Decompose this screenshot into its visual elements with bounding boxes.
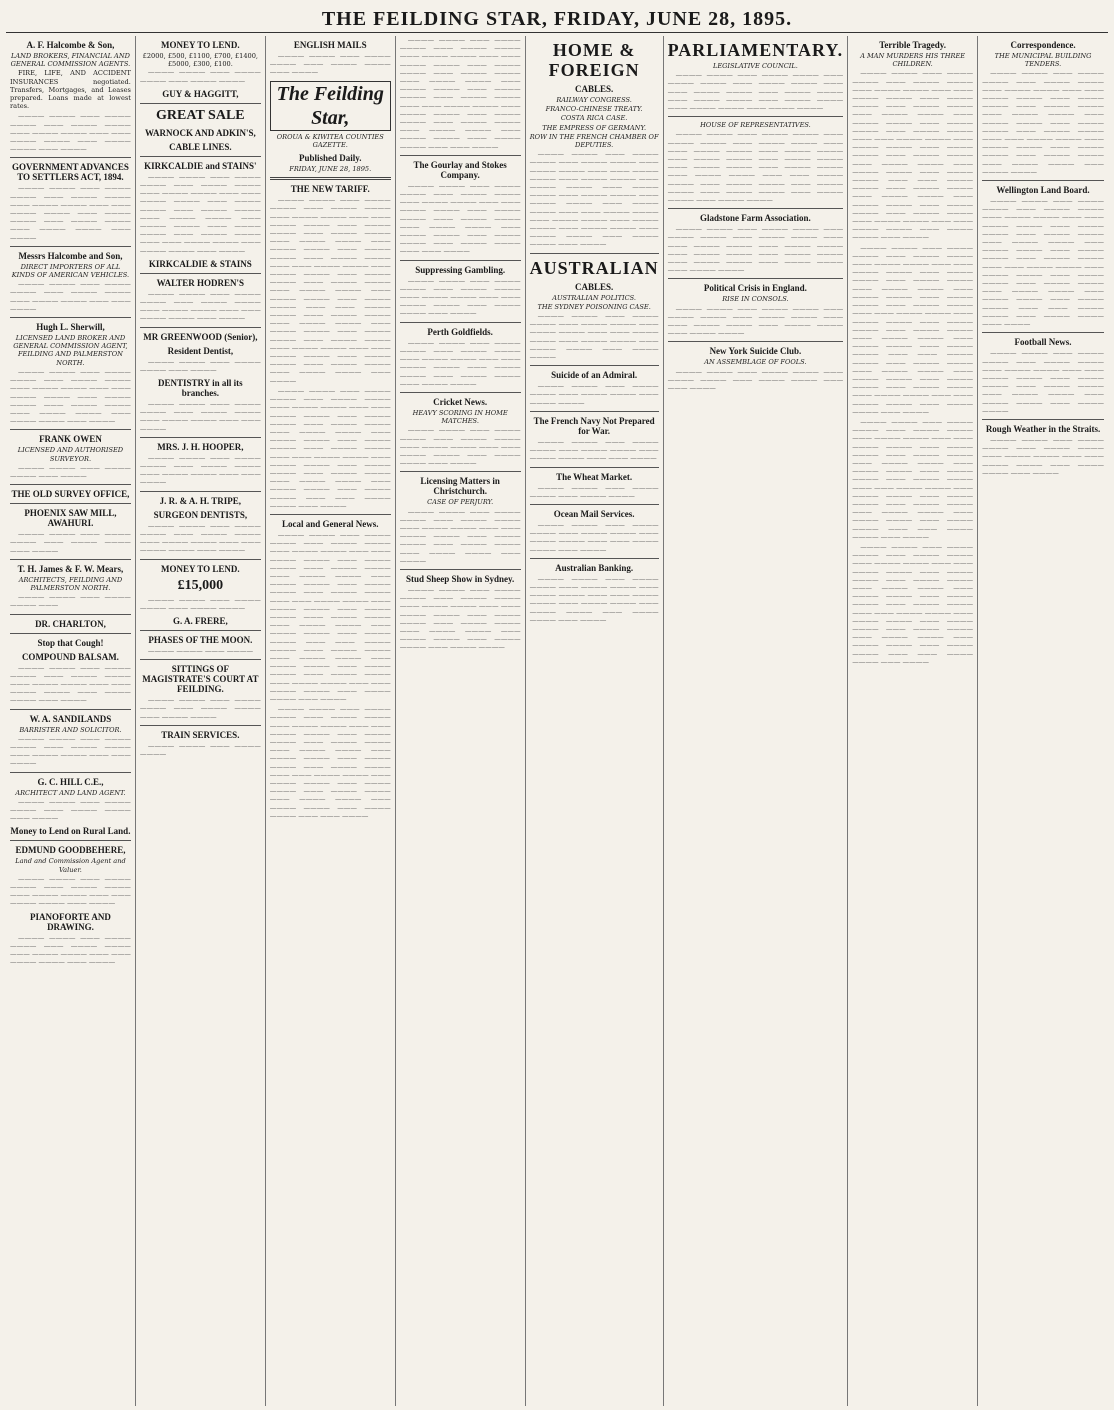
ad-text-fill: ———— ———— ——— ———— ———— ——— ———— ———— ——— ———— ———— ——— ——— ———— ———— ——— ———— ———— ——— ————	[10, 112, 131, 154]
section-sub: HOUSE OF REPRESENTATIVES.	[700, 121, 811, 130]
section-sub: THE MUNICIPAL BUILDING TENDERS.	[994, 52, 1092, 69]
dateline: FRIDAY, JUNE 28, 1895.	[289, 165, 372, 174]
ad-heading: Hugh L. Sherwill,	[36, 322, 105, 333]
article-fill: ———— ———— ——— ———— ———— ——— ———— ———— ——— ———— ———— ——— ——— ————	[529, 437, 659, 463]
ad-heading: WARNOCK AND ADKIN'S,	[144, 127, 256, 138]
ad-body: FIRE, LIFE, AND ACCIDENT INSURANCES negotiated. Transfers, Mortgages, and Leases prepared. Loans made at lowest rates.	[10, 69, 131, 111]
ad-subheading: DIRECT IMPORTERS OF ALL KINDS OF AMERICAN VEHICLES.	[11, 262, 130, 280]
article-fill: ———— ———— ——— ———— ———— ——— ———— ———— ——— ———— ———— ——— ——— ————	[667, 367, 844, 393]
ad-heading: PIANOFORTE AND DRAWING.	[29, 911, 111, 932]
section-heading: Local and General News.	[282, 518, 379, 529]
section-heading: The Gourlay and Stokes Company.	[413, 159, 507, 180]
ad-heading: FRANK OWEN	[39, 434, 102, 445]
article-fill: ———— ———— ——— ———— ———— ——— ———— ———— ——— ———— ———— ——— ——— ———— ———— ——— ———— ———— ——— ———— ———— ——— ———— ———— ——— ———— ———— ——— ———— ———— ——— ———— ———— ——— ——— ———— ———— ——— ———— ———— ——— ———— ———— ——— ———— ———— ——— ———— ———— ——— ———— ———— ——— ———— ———— ——— ——— ———— ———— ——— ————	[852, 542, 974, 666]
article-fill: ———— ———— ——— ———— ———— ——— ———— ———— ——— ———— ———— ——— ——— ———— ———— ——— ———— ———— ——— ———— ———— ——— ———— ———— ——— ————	[399, 507, 521, 565]
ad-subheading: Land and Commission Agent and Valuer.	[15, 857, 126, 874]
ad-text-fill: ———— ———— ——— ———— ———— ——— ———— ————	[139, 595, 261, 612]
section-heading: Terrible Tragedy.	[879, 40, 947, 50]
ad-heading: KIRKCALDIE and STAINS'	[144, 160, 257, 171]
ad-subheading: COMPOUND BALSAM.	[21, 651, 119, 662]
section-heading: Football News.	[1014, 337, 1072, 348]
article-fill: ———— ———— ——— ———— ———— ——— ———— ———— ——— ———— ———— ——— ——— ———— ———— ——— ———— ———— ——— ———— ———— ——— ———— ———— ——— ———— ———— ——— ———— ———— ——— ———— ———— ——— ——— ———— ———— ——— ———— ———— ——— ———— ———— ——— ———— ———— ——— ———— ———— ——— ———— ———— ——— ———— ———— ——— ——— ———— ———— ——— ———— ———— ——— ———— ———— ——— ———— ———— ——— ———— ———— ——— ———— ———— ——— ———— ———— ——— ——— ———— ———— ——— ———— ———— ——— ————	[852, 69, 974, 242]
cable-subhead: THE EMPRESS OF GERMANY.	[542, 123, 647, 132]
article-fill: ———— ———— ——— ———— ———— ——— ———— ———— ——— ———— ———— ——— ——— ———— ———— ——— ———— ———— ——— ———— ———— ——— ———— ———— ——— ———— ———— ——— ———— ———— ——— ———— ————	[667, 225, 844, 275]
article-fill: ———— ———— ——— ———— ———— ——— ———— ———— ——— ———— ———— ——— ——— ———— ———— ——— ———— ———— ——— ———— ———— ——— ———— ———— ——— ———— ———— ——— ———— ———— ——— ———— ———— ——— ——— ———— ———— ——— ———— ———— ——— ———— ———— ——— ———— ———— ——— ———— ———— ——— ———— ———— ——— ———— ———— ——— ——— ———— ———— ——— ———— ———— ——— ———— ———— ——— ———— ———— ——— ———— ———— ——— ———— ———— ——— ———— ———— ——— ——— ———— ———— ——— ———— ———— ——— ————	[269, 530, 391, 703]
ad-text-fill: ———— ———— ——— ———— ———— ——— ———— ————	[139, 68, 261, 85]
ad-heading: DENTISTRY in all its branches.	[158, 378, 243, 399]
ad-text-fill: ———— ———— ——— ———— ———— ——— ————	[139, 357, 261, 374]
ad-text-fill: ———— ———— ——— ———— ———— ——— ———— ———— ——— ———— ———— ——— ——— ————	[139, 453, 261, 487]
ad-subheading: LICENSED AND AUTHORISED SURVEYOR.	[17, 446, 124, 463]
section-sub: CASE OF PERJURY.	[427, 498, 494, 507]
article-fill: ———— ———— ——— ———— ———— ——— ———— ———— ——— ———— ———— ——— ——— ———— ———— ——— ———— ———— ——— ———— ———— ——— ———— ———— ——— ———— ———— ——— ———— ———— ——— ———— ———— ——— ——— ———— ———— ——— ———— ———— ——— ———— ———— ——— ———— ———— ——— ———— ———— ——— ———— ———— ——— ———— ———— ——— ——— ———— ———— ——— ———— ———— ——— ————	[982, 197, 1104, 329]
section-sub: A MAN MURDERS HIS THREE CHILDREN.	[860, 52, 966, 69]
article-fill: ———— ———— ——— ———— ———— ——— ———— ———— ——— ———— ———— ——— ——— ———— ———— ——— ———— ———— ——— ———— ———— ——— ———— ———— ——— ———— ———— ——— ———— ———— ——— ———— ———— ——— ——— ———— ———— ——— ———— ———— ——— ———— ———— ——— ———— ———— ——— ———— ———— ——— ———— ————	[667, 130, 844, 205]
ad-text-fill: ———— ———— ——— ———— ————	[139, 741, 261, 758]
ad-heading: MONEY TO LEND.	[161, 563, 240, 574]
cable-subhead: FRANCO-CHINESE TREATY.	[545, 105, 643, 114]
article-fill: ———— ———— ——— ———— ———— ——— ———— ————	[529, 483, 659, 500]
section-heading: Cricket News.	[433, 396, 488, 407]
section-heading: Australian Banking.	[555, 562, 634, 573]
ad-text-fill: ———— ———— ——— ———— ———— ——— ———— ———— ——— ————	[10, 797, 131, 823]
ad-amount: £15,000	[177, 577, 224, 593]
section-heading: New York Suicide Club.	[709, 346, 802, 357]
article-fill: ———— ———— ——— ———— ———— ——— ———— ———— ——— ———— ———— ——— ——— ———— ———— ——— ———— ———— ——— ———— ———— ——— ———— ———— ——— ———— ———— ——— ———— ———— ——— ———— ———— ——— ——— ———— ———— ——— ———— ———— ——— ———— ———— ——— ———— ———— ——— ———— ———— ——— ———— ———— ——— ————	[529, 150, 659, 249]
section-heading: Ocean Mail Services.	[553, 508, 635, 519]
ad-subheading: LICENSED LAND BROKER AND GENERAL COMMISSION AGENT, FEILDING AND PALMERSTON NORTH.	[13, 334, 128, 367]
ad-heading: T. H. James & F. W. Mears,	[17, 563, 124, 574]
column-2	[136, 36, 266, 1406]
ad-heading: PHASES OF THE MOON.	[148, 634, 253, 645]
ad-heading: THE OLD SURVEY OFFICE,	[11, 489, 130, 500]
ad-heading: J. R. & A. H. TRIPE,	[159, 495, 242, 506]
ad-heading: A. F. Halcombe & Son,	[26, 40, 115, 50]
ad-text-fill: ———— ———— ——— ———— ———— ——— ———— ———— ——— ———— ———— ——— ——— ———— ———— ——— ———— ———— ——— ————	[10, 663, 131, 705]
ad-heading: PHOENIX SAW MILL, AWAHURI.	[24, 508, 117, 529]
columns	[6, 36, 1108, 1406]
ad-heading: KIRKCALDIE & STAINS	[148, 258, 252, 269]
ad-subheading: ARCHITECTS, FEILDING AND PALMERSTON NORTH.	[18, 575, 123, 592]
ad-subheading: Resident Dentist,	[167, 345, 234, 356]
ad-text-fill: ———— ———— ——— ————	[147, 646, 254, 655]
article-fill: ———— ———— ——— ———— ———— ——— ———— ———— ——— ———— ———— ——— ——— ———— ———— ——— ———— ———— ——— ———— ———— ——— ———— ———— ——— ———— ———— ——— ———— ———— ——— ———— ———— ——— ——— ———— ———— ——— ———— ———— ——— ———— ———— ——— ———— ———— ——— ———— ———— ——— ———— ———— ——— ———— ———— ——— ——— ———— ———— ——— ————	[269, 386, 391, 510]
ad-text-fill: ———— ———— ——— ———— ———— ——— ————	[10, 463, 131, 480]
section-sub: CABLES.	[574, 84, 614, 94]
ad-text-fill: ———— ———— ——— ———— ———— ——— ———— ———— ——— ———— ————	[139, 696, 261, 721]
editorial-heading: THE NEW TARIFF.	[290, 184, 370, 195]
section-sub: LEGISLATIVE COUNCIL.	[712, 62, 798, 70]
column-5	[526, 36, 664, 1406]
section-heading: Licensing Matters in Christchurch.	[420, 476, 500, 497]
section-sub: CABLES.	[574, 281, 614, 292]
ad-heading: G. C. HILL C.E.,	[37, 776, 104, 787]
section-heading: Stud Sheep Show in Sydney.	[406, 573, 515, 584]
column-6	[664, 36, 849, 1406]
ad-heading: WALTER HODREN'S	[156, 277, 245, 288]
article-fill: ———— ———— ——— ———— ———— ——— ———— ———— ——— ———— ———— ——— ——— ———— ———— ——— ———— ———— ——— ———— ———— ——— ———— ———— ——— ———— ———— ——— ———— ———— ——— ———— ———— ——— ——— ————	[399, 181, 521, 256]
masthead-sub: OROUA & KIWITEA COUNTIES GAZETTE.	[276, 132, 384, 149]
ad-heading: MONEY TO LEND.	[161, 40, 240, 50]
article-fill: ———— ———— ——— ———— ———— ——— ———— ———— ——— ———— ———— ——— ——— ———— ———— ——— ————	[529, 520, 659, 554]
ad-heading: GUY & HAGGITT,	[162, 88, 239, 99]
article-fill: ———— ———— ——— ———— ———— ——— ———— ———— ——— ———— ———— ——— ——— ———— ———— ——— ———— ———— ——— ———— ———— ——— ———— ———— ——— ———— ———— ——— ———— ———— ——— ———— ———— ——— ——— ———— ———— ——— ———— ———— ——— ———— ———— ——— ———— ———— ——— ———— ———— ——— ———— ———— ——— ———— ———— ——— ——— ————	[269, 705, 391, 820]
ad-heading: MRS. J. H. HOOPER,	[157, 441, 244, 452]
cable-subhead: AUSTRALIAN POLITICS.	[552, 293, 637, 302]
column-4	[396, 36, 526, 1406]
section-heading: The Wheat Market.	[556, 471, 633, 482]
ad-heading: Money to Lend on Rural Land.	[10, 826, 131, 837]
ad-heading: SITTINGS OF MAGISTRATE'S COURT AT FEILDING.	[142, 664, 259, 695]
ad-text-fill: ———— ———— ——— ———— ———— ——— ———— ———— ——— ———— ———— ——— ——— ———— ———— ——— ———— ———— ——— ———— ———— ——— ———— ———— ——— ————	[10, 184, 131, 242]
article-fill: ———— ———— ——— ———— ———— ——— ———— ———— ——— ———— ———— ——— ——— ———— ———— ——— ———— ———— ——— ———— ———— ——— ———— ———— ——— ———— ———— ——— ———— ———— ——— ———— ———— ——— ——— ———— ———— ——— ———— ———— ——— ———— ———— ——— ———— ———— ——— ———— ———— ——— ———— ————	[982, 69, 1104, 176]
column-1	[6, 36, 136, 1406]
section-heading: Suppressing Gambling.	[415, 264, 506, 275]
article-fill: ———— ———— ——— ———— ———— ——— ———— ———— ——— ———— ———— ——— ——— ———— ———— ——— ———— ———— ——— ———— ———— ——— ———— ———— ——— ———— ———— ——— ———— ———— ——— ———— ———— ——— ——— ———— ———— ——— ———— ———— ——— ———— ———— ——— ———— ———— ——— ———— ———— ——— ———— ———— ——— ———— ———— ——— ——— ————	[399, 36, 521, 151]
column-8	[978, 36, 1108, 1406]
article-fill: ———— ———— ——— ———— ———— ——— ———— ———— ——— ———— ———— ——— ——— ———— ———— ——— ———— ———— ——— ———— ———— ——— ———— ———— ——— ———— ———— ——— ———— ———— ——— ———— ————	[399, 585, 521, 652]
article-fill: ———— ———— ——— ———— ———— ——— ———— ———— ——— ———— ———— ——— ——— ———— ———— ——— ———— ———— ——— ———— ———— ——— ———— ———— ——— ———— ———— ——— ———— ———— ——— ———— ———— ——— ——— ———— ———— ——— ———— ———— ——— ———— ———— ——— ———— ———— ——— ———— ———— ——— ———— ———— ——— ———— ———— ——— ——— ———— ———— ——— ———— ———— ——— ———— ———— ——— ———— ———— ——— ———— ———— ——— ———— ———— ——— ———— ———— ——— ——— ———— ———— ——— ———— ———— ——— ———— ———— ——— ———— ———— ——— ————	[269, 196, 391, 385]
section-heading: ENGLISH MAILS	[293, 40, 367, 50]
column-7	[848, 36, 978, 1406]
ad-text-fill: ———— ———— ——— ———— ———— ——— ———— ———— ——— ———— ———— ——— ——— ———— ———— ——— ————	[10, 874, 131, 908]
column-3	[266, 36, 396, 1406]
article-fill: ———— ———— ——— ———— ———— ——— ———— ———— ——— ———— ———— ——— ——— ———— ———— ——— ———— ———— ——— ———— ———— ——— ———— ———— ——— ———— ———— ——— ———— ————	[982, 349, 1104, 415]
section-heading: AUSTRALIAN	[529, 257, 659, 278]
ad-text-fill: ———— ———— ——— ———— ———— ——— ———— ———— ——— ———— ———— ——— ——— ————	[10, 734, 131, 768]
section-heading: Wellington Land Board.	[996, 185, 1090, 196]
article-fill: ———— ———— ——— ———— ———— ——— ———— ———— ——— ———— ———— ——— ——— ———— ———— ——— ———— ———— ——— ———— ———— ——— ———— ———— ——— ———— ———— ——— ———— ———— ——— ———— ———— ——— ——— ———— ———— ——— ———— ———— ——— ———— ———— ——— ———— ———— ——— ———— ———— ——— ———— ———— ——— ———— ———— ——— ——— ———— ———— ——— ————	[852, 417, 974, 541]
ad-heading: GOVERNMENT ADVANCES TO SETTLERS ACT, 1894.	[11, 162, 129, 183]
section-heading: Suicide of an Admiral.	[551, 370, 638, 381]
ad-heading: G. A. FRERE,	[172, 615, 228, 626]
section-heading: Gladstone Farm Association.	[700, 213, 811, 224]
page-header-title: THE FEILDING STAR, FRIDAY, JUNE 28, 1895.	[6, 6, 1108, 33]
section-sub: AN ASSEMBLAGE OF FOOLS.	[704, 358, 807, 367]
text-fill: ———— ———— ——— ———— ———— ——— ———— ———— ——— ————	[269, 52, 391, 77]
ad-text-fill: ———— ———— ——— ———— ———— ———	[10, 593, 131, 610]
section-heading: HOME & FOREIGN	[548, 40, 640, 80]
article-fill: ———— ———— ——— ———— ———— ——— ———— ———— ——— ———— ———— ——— ——— ———— ———— ——— ———— ———— ——— ———— ———— ——— ———— ———— ——— ———— ———— ——— ———— ————	[667, 71, 844, 113]
ad-text-fill: ———— ———— ——— ———— ———— ——— ———— ———— ——— ————	[10, 530, 131, 555]
section-heading: PARLIAMENTARY.	[667, 40, 844, 60]
ad-heading: TRAIN SERVICES.	[161, 729, 240, 740]
ad-heading: EDMUND GOODBEHERE,	[15, 845, 126, 856]
article-fill: ———— ———— ——— ———— ———— ——— ———— ———— ——— ———— ———— ——— ——— ———— ———— ——— ———— ———— ——— ———— ———— ——— ———— ————	[399, 338, 521, 388]
article-fill: ———— ———— ——— ———— ———— ——— ———— ———— ——— ———— ———— ——— ——— ———— ———— ——— ———— ———— ——— ————	[982, 435, 1104, 477]
section-sub: HEAVY SCORING IN HOME MATCHES.	[412, 408, 508, 426]
cable-subhead: COSTA RICA CASE.	[560, 114, 628, 123]
article-fill: ———— ———— ——— ———— ———— ——— ———— ———— ——— ———— ———— ——— ——— ———— ———— ——— ———— ———— ——— ————	[399, 426, 521, 468]
article-fill: ———— ———— ——— ———— ———— ——— ———— ———— ——— ———— ———— ——— ——— ———— ———— ——— ———— ———— ——— ———— ———— ——— ———— ————	[529, 312, 659, 362]
ad-text-fill: ———— ———— ——— ———— ———— ——— ———— ———— ——— ———— ———— ——— ——— ———— ———— ——— ———— ———— ——— ———— ———— ——— ———— ———— ——— ———— ———— ——— ———— ———— ——— ———— ———— ——— ——— ———— ———— ——— ———— ———— ——— ————	[139, 172, 261, 255]
section-heading: Rough Weather in the Straits.	[985, 423, 1101, 434]
ad-text-fill: ———— ———— ——— ———— ———— ——— ———— ———— ——— ———— ———— ——— ——— ———— ———— ——— ————	[139, 521, 261, 555]
article-fill: ———— ———— ——— ———— ———— ——— ———— ———— ——— ———— ———— ——— ——— ———— ———— ——— ———— ———— ——— ———— ———— ——— ———— ———— ——— ———— ———— ——— ———— ———— ——— ———— ———— ——— ——— ———— ———— ——— ———— ———— ——— ———— ———— ——— ———— ———— ——— ———— ———— ——— ———— ———— ——— ———— ———— ——— ——— ———— ———— ——— ———— ———— ——— ———— ———— ——— ———— ———— ——— ———— ———— ——— ———— ———— ——— ———— ———— ——— ——— ———— ———— ——— ———— ———— ——— ————	[852, 243, 974, 416]
cable-subhead: RAILWAY CONGRESS.	[556, 96, 632, 104]
ad-heading: CABLE LINES.	[169, 141, 232, 152]
section-heading: Political Crisis in England.	[703, 283, 807, 294]
section-heading: The French Navy Not Prepared for War.	[533, 415, 655, 436]
article-fill: ———— ———— ——— ———— ———— ——— ———— ———— ——— ———— ———— ——— ——— ———— ———— ——— ———— ———— ——— ————	[399, 276, 521, 318]
article-fill: ———— ———— ——— ———— ———— ——— ———— ———— ——— ———— ————	[529, 382, 659, 407]
cable-subhead: ROW IN THE FRENCH CHAMBER OF DEPUTIES.	[529, 132, 659, 150]
ad-heading: Messrs Halcombe and Son,	[18, 250, 123, 261]
ad-heading: W. A. SANDILANDS	[29, 713, 112, 724]
ad-subheading: ARCHITECT AND LAND AGENT.	[15, 788, 126, 797]
ad-text-fill: ———— ———— ——— ———— ———— ——— ———— ———— ——— ———— ———— ——— ——— ———— ———— ——— ————	[10, 933, 131, 967]
published: Published Daily.	[298, 153, 362, 164]
section-sub: RISE IN CONSOLS.	[722, 295, 789, 304]
ad-text-fill: ———— ———— ——— ———— ———— ——— ———— ———— ——— ———— ———— ——— ——— ————	[10, 280, 131, 313]
cable-subhead: THE SYDNEY POISONING CASE.	[537, 302, 651, 311]
ad-subheading: LAND BROKERS, FINANCIAL AND GENERAL COMMISSION AGENTS.	[10, 52, 131, 69]
masthead-logo: The Feilding Star,	[270, 81, 391, 131]
section-heading: Correspondence.	[1010, 40, 1076, 50]
ad-subheading: BARRISTER AND SOLICITOR.	[19, 725, 122, 734]
ad-heading: DR. CHARLTON,	[35, 618, 106, 629]
article-fill: ———— ———— ——— ———— ———— ——— ———— ———— ——— ———— ———— ——— ——— ———— ———— ——— ———— ———— ——— ———— ————	[667, 304, 844, 338]
ad-subheading: SURGEON DENTISTS,	[153, 509, 248, 520]
ad-text-fill: ———— ———— ——— ———— ———— ——— ———— ———— ——— ———— ———— ——— ——— ———— ———— ——— ———— ———— ——— ———— ———— ——— ———— ———— ——— ———— ———— ——— ————	[10, 367, 131, 426]
ad-heading: Stop that Cough!	[37, 637, 104, 648]
ad-text-fill: ———— ———— ——— ———— ———— ——— ———— ———— ——— ———— ———— ——— ——— ————	[139, 400, 261, 433]
article-fill: ———— ———— ——— ———— ———— ——— ———— ———— ——— ———— ———— ——— ——— ———— ———— ——— ———— ———— ——— ———— ———— ——— ———— ———— ——— ————	[529, 574, 659, 624]
ad-heading: MR GREENWOOD (Senior),	[143, 331, 258, 342]
section-heading: Perth Goldfields.	[427, 326, 493, 337]
ad-text-fill: ———— ———— ——— ———— ———— ——— ———— ———— ——— ———— ———— ——— ——— ———— ———— ——— ————	[139, 289, 261, 323]
ad-heading: GREAT SALE	[156, 107, 245, 123]
ad-amounts: £2000, £500, £1100, £700, £1400, £5000, £300, £100.	[142, 52, 259, 69]
